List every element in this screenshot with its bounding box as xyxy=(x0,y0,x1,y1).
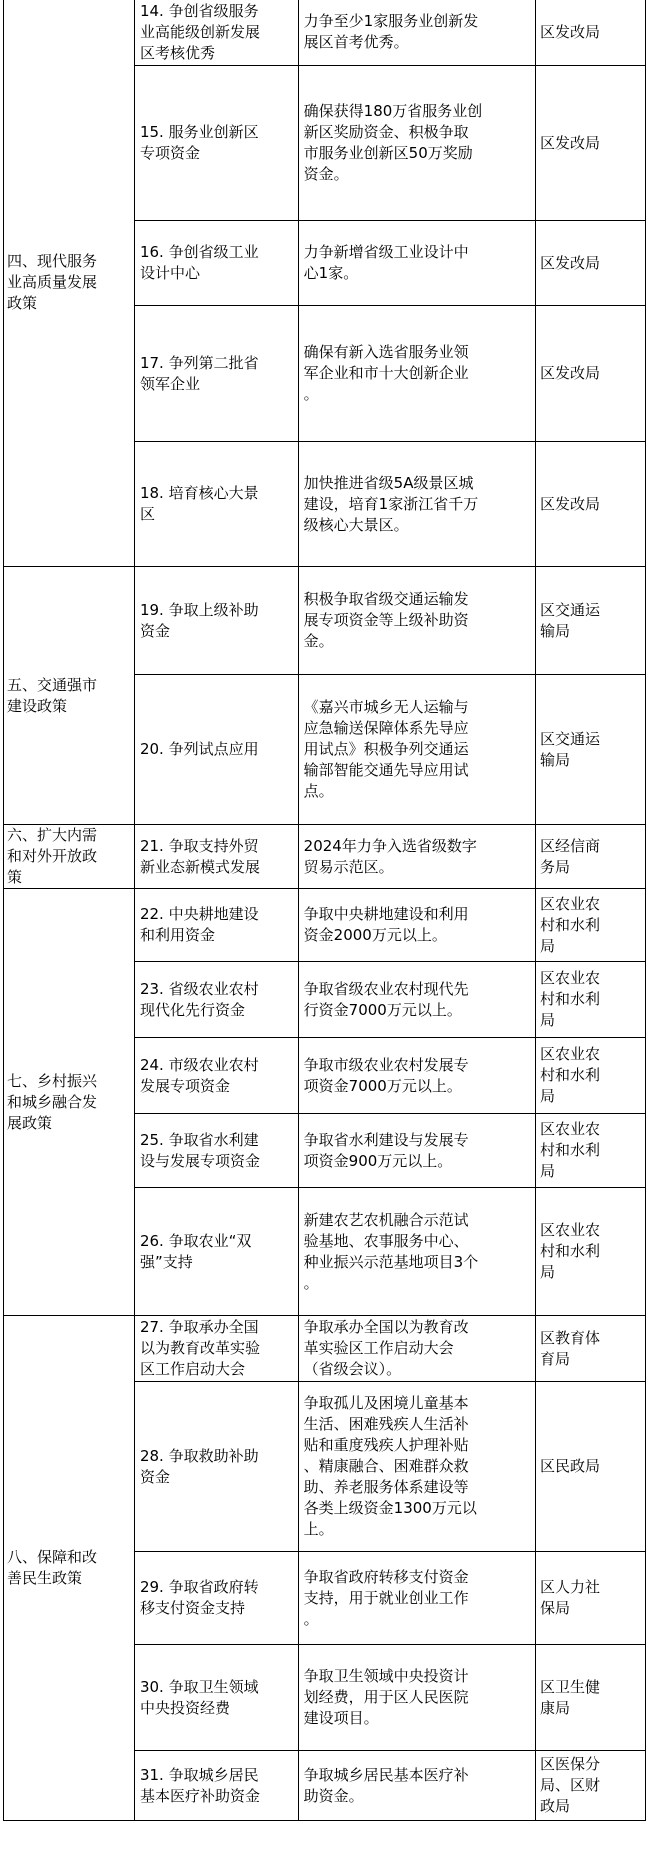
item-text: 22. 中央耕地建设 和利用资金 xyxy=(139,905,259,944)
target-text: 新建农艺农机融合示范试 验基地、农事服务中心、 种业振兴示范基地项目3个 。 xyxy=(303,1210,479,1292)
target-cell xyxy=(298,962,535,1038)
department-cell xyxy=(536,0,646,66)
department-text: 区医保分 局、区财 政局 xyxy=(540,1755,601,1815)
department-text: 区交通运 输局 xyxy=(540,600,601,640)
item-text: 18. 培育核心大景 区 xyxy=(139,484,259,523)
target-cell xyxy=(298,1751,535,1821)
policy-table xyxy=(3,0,646,1821)
department-text: 区经信商 务局 xyxy=(540,836,601,876)
category-cell xyxy=(4,1316,135,1821)
target-text: 争取卫生领域中央投资计 划经费，用于区人民医院 建设项目。 xyxy=(303,1667,469,1727)
item-cell xyxy=(134,1751,298,1821)
target-cell xyxy=(298,1038,535,1114)
target-text: 2024年力争入选省级数字 贸易示范区。 xyxy=(303,836,477,876)
target-cell xyxy=(298,889,535,962)
item-cell xyxy=(134,567,298,675)
item-text: 30. 争取卫生领域 中央投资经费 xyxy=(139,1677,259,1717)
item-text: 15. 服务业创新区 专项资金 xyxy=(139,123,259,162)
target-text: 争取中央耕地建设和利用 资金2000万元以上。 xyxy=(303,905,469,944)
department-cell xyxy=(536,1552,646,1645)
item-text: 19. 争取上级补助 资金 xyxy=(139,600,259,640)
target-cell xyxy=(298,221,535,306)
item-cell xyxy=(134,442,298,567)
category-cell xyxy=(4,567,135,825)
item-cell xyxy=(134,0,298,66)
department-cell xyxy=(536,567,646,675)
item-text: 23. 省级农业农村 现代化先行资金 xyxy=(139,979,259,1019)
item-cell xyxy=(134,1114,298,1188)
target-text: 力争至少1家服务业创新发 展区首考优秀。 xyxy=(303,12,479,51)
target-text: 《嘉兴市城乡无人运输与 应急输送保障体系先导应 用试点》积极争列交通运 输部智能交通先导应用试 点。 xyxy=(303,698,469,800)
department-text: 区卫生健 康局 xyxy=(540,1677,601,1717)
department-text: 区交通运 输局 xyxy=(540,729,601,769)
table-row xyxy=(4,567,646,675)
category-label: 七、乡村振兴 和城乡融合发 展政策 xyxy=(7,1071,98,1132)
target-text: 争取城乡居民基本医疗补 助资金。 xyxy=(303,1765,469,1805)
item-text: 14. 争创省级服务 业高能级创新发展 区考核优秀 xyxy=(139,1,260,62)
table-row xyxy=(4,889,646,962)
department-text: 区人力社 保局 xyxy=(540,1578,601,1617)
target-cell xyxy=(298,1645,535,1751)
category-label: 六、扩大内需 和对外开放政 策 xyxy=(7,826,98,886)
item-text: 17. 争列第二批省 领军企业 xyxy=(139,353,259,393)
department-cell xyxy=(536,962,646,1038)
item-text: 21. 争取支持外贸 新业态新模式发展 xyxy=(139,836,260,876)
target-cell xyxy=(298,1114,535,1188)
department-text: 区农业农 村和水利 局 xyxy=(540,1045,601,1105)
target-cell xyxy=(298,567,535,675)
department-text: 区农业农 村和水利 局 xyxy=(540,969,601,1029)
department-text: 区发改局 xyxy=(540,364,601,382)
department-text: 区发改局 xyxy=(540,253,601,272)
target-cell xyxy=(298,1316,535,1382)
department-text: 区发改局 xyxy=(540,22,601,41)
item-cell xyxy=(134,825,298,889)
category-label: 四、现代服务 业高质量发展 政策 xyxy=(7,252,98,312)
item-text: 25. 争取省水利建 设与发展专项资金 xyxy=(139,1130,260,1170)
item-cell xyxy=(134,962,298,1038)
department-cell xyxy=(536,66,646,221)
target-text: 争取省政府转移支付资金 支持，用于就业创业工作 。 xyxy=(303,1567,469,1628)
target-cell xyxy=(298,66,535,221)
target-text: 争取省水利建设与发展专 项资金900万元以上。 xyxy=(303,1130,469,1170)
department-text: 区农业农 村和水利 局 xyxy=(540,894,601,955)
item-text: 26. 争取农业“双 强”支持 xyxy=(139,1231,252,1271)
department-text: 区发改局 xyxy=(540,133,601,152)
category-cell xyxy=(4,889,135,1316)
item-cell xyxy=(134,221,298,306)
category-label: 八、保障和改 善民生政策 xyxy=(7,1548,98,1587)
department-cell xyxy=(536,306,646,442)
department-text: 区民政局 xyxy=(540,1457,601,1475)
target-text: 争取承办全国以为教育改 革实验区工作启动大会 （省级会议）。 xyxy=(303,1318,469,1378)
department-cell xyxy=(536,1114,646,1188)
table-row xyxy=(4,0,646,66)
department-cell xyxy=(536,1188,646,1316)
target-text: 争取孤儿及困境儿童基本 生活、困难残疾人生活补 贴和重度残疾人护理补贴 、精康融合、困难群众救 助、养老服务体系建设等 各类上级资金1300万元以 上。 xyxy=(303,1394,477,1538)
target-text: 争取省级农业农村现代先 行资金7000万元以上。 xyxy=(303,979,469,1019)
target-cell xyxy=(298,306,535,442)
item-cell xyxy=(134,889,298,962)
target-cell xyxy=(298,675,535,825)
item-cell xyxy=(134,1552,298,1645)
item-text: 28. 争取救助补助 资金 xyxy=(139,1446,259,1486)
target-text: 加快推进省级5A级景区城 建设，培育1家浙江省千万 级核心大景区。 xyxy=(303,473,479,534)
item-text: 27. 争取承办全国 以为教育改革实验 区工作启动大会 xyxy=(139,1318,260,1378)
department-text: 区教育体 育局 xyxy=(540,1328,601,1368)
department-cell xyxy=(536,442,646,567)
category-cell xyxy=(4,825,135,889)
item-text: 24. 市级农业农村 发展专项资金 xyxy=(139,1055,259,1095)
department-cell xyxy=(536,1382,646,1552)
item-cell xyxy=(134,1382,298,1552)
department-cell xyxy=(536,1038,646,1114)
item-text: 16. 争创省级工业 设计中心 xyxy=(139,243,259,282)
table-row xyxy=(4,1316,646,1382)
item-cell xyxy=(134,1316,298,1382)
target-text: 确保有新入选省服务业领 军企业和市十大创新企业 。 xyxy=(303,343,469,403)
category-label: 五、交通强市 建设政策 xyxy=(7,675,98,715)
department-cell xyxy=(536,675,646,825)
department-text: 区农业农 村和水利 局 xyxy=(540,1120,601,1180)
category-cell xyxy=(4,0,135,567)
target-text: 力争新增省级工业设计中 心1家。 xyxy=(303,243,469,282)
target-cell xyxy=(298,1188,535,1316)
item-cell xyxy=(134,66,298,221)
target-cell xyxy=(298,1382,535,1552)
item-cell xyxy=(134,1038,298,1114)
target-cell xyxy=(298,442,535,567)
item-text: 20. 争列试点应用 xyxy=(139,740,259,758)
department-cell xyxy=(536,1316,646,1382)
item-cell xyxy=(134,1645,298,1751)
item-cell xyxy=(134,1188,298,1316)
department-cell xyxy=(536,889,646,962)
target-cell xyxy=(298,0,535,66)
item-text: 29. 争取省政府转 移支付资金支持 xyxy=(139,1578,259,1617)
item-cell xyxy=(134,675,298,825)
target-text: 积极争取省级交通运输发 展专项资金等上级补助资 金。 xyxy=(303,590,469,650)
department-text: 区农业农 村和水利 局 xyxy=(540,1221,601,1281)
table-row xyxy=(4,825,646,889)
department-cell xyxy=(536,1751,646,1821)
item-text: 31. 争取城乡居民 基本医疗补助资金 xyxy=(139,1765,260,1805)
target-text: 确保获得180万省服务业创 新区奖励资金、积极争取 市服务业创新区50万奖励 资金。 xyxy=(303,102,483,183)
department-text: 区发改局 xyxy=(540,494,601,513)
department-cell xyxy=(536,221,646,306)
target-text: 争取市级农业农村发展专 项资金7000万元以上。 xyxy=(303,1055,469,1095)
item-cell xyxy=(134,306,298,442)
target-cell xyxy=(298,825,535,889)
department-cell xyxy=(536,825,646,889)
department-cell xyxy=(536,1645,646,1751)
target-cell xyxy=(298,1552,535,1645)
